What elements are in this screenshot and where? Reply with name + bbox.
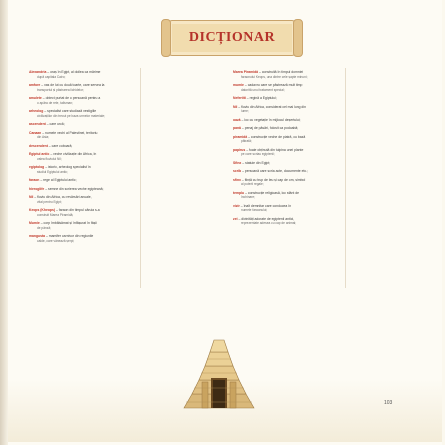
entry-definition-continued: pe care scriau egiptenii; — [241, 152, 275, 156]
entry-definition: – fluviu din Africa, considerat cel mai lung din — [238, 104, 306, 109]
entry-definition-continued: datorită unui tratament special; — [241, 87, 285, 92]
entry-term: mumie — [233, 83, 244, 87]
entry-term: oază — [233, 117, 241, 122]
entry-term: amfore — [29, 83, 41, 87]
dictionary-entry — [233, 204, 341, 213]
entry-term: piramidă — [233, 134, 248, 139]
entry-term: papirus — [233, 147, 246, 152]
dictionary-entry — [233, 161, 341, 166]
dictionary-entry — [29, 109, 137, 118]
entry-definition-continued: o apăra de rele, talisman; — [37, 100, 73, 105]
entry-definition: – construită în timpul domniei — [259, 70, 304, 74]
entry-definition-continued: faraonului Keops, una dintre cele șapte minuni; — [241, 74, 308, 79]
entry-definition: – statuie din Egipt; — [242, 160, 271, 165]
dictionary-entry — [29, 165, 137, 174]
entry-term: Marea Piramidă — [233, 70, 259, 74]
dictionary-entry — [29, 178, 137, 183]
dictionary-entry — [29, 187, 137, 192]
entry-term: hieroglife — [29, 186, 45, 191]
entry-term: amulete — [29, 96, 42, 100]
entry-term: descendent — [29, 143, 48, 148]
entry-term: pană — [233, 126, 241, 130]
dictionary-entry — [29, 144, 137, 149]
dictionary-entry — [29, 152, 137, 161]
entry-term: vizir — [233, 203, 240, 208]
entry-line — [29, 187, 137, 192]
page-number: 103 — [384, 400, 393, 406]
entry-definition-continued: construit Marea Piramidă; — [37, 212, 74, 217]
entry-term: scrib — [233, 169, 242, 173]
entry-definition-continued: vital pentru Egipt; — [37, 199, 62, 204]
entry-term: egiptolog — [29, 165, 45, 169]
entry-definition: – care urcă; — [46, 122, 65, 126]
entry-definition: – persoană care scria acte, documente etc.; — [242, 169, 309, 173]
entry-definition: – veche civilizație din Africa, în — [50, 152, 97, 156]
dictionary-entry — [29, 83, 137, 92]
entry-line — [29, 122, 137, 127]
entry-definition: – specialist care studiază vestigiile — [44, 109, 97, 113]
entry-definition-continued: calde, care vânează șerpi; — [37, 238, 75, 243]
column-divider — [345, 68, 346, 288]
dictionary-entry — [233, 70, 341, 79]
entry-definition-continued: civilizațiilor din trecut pe baza urmelor materiale; — [37, 113, 106, 118]
entry-term: Nil — [233, 104, 238, 109]
entry-definition: – fluviu din Africa, cu revărsări anuale, — [34, 195, 92, 199]
entry-definition: – numele vechi al Palestinei, teritoriu — [42, 130, 98, 135]
dictionary-entry — [29, 96, 137, 105]
dictionary-entry — [233, 217, 341, 226]
entry-line — [233, 161, 341, 166]
dictionary-entry — [233, 178, 341, 187]
entry-definition: – înalt demnitar care conducea în — [240, 203, 292, 208]
entry-term: Mumie — [29, 221, 40, 225]
entry-definition-continued: al puterii regale; — [241, 182, 264, 186]
entry-definition: – cadavru care se păstrează mult timp — [244, 83, 303, 87]
entry-definition: – rege al Egiptului antic; — [40, 178, 77, 182]
dictionary-entry — [29, 122, 137, 127]
dictionary-entry — [29, 221, 137, 230]
entry-line — [233, 126, 341, 131]
entry-term: zei — [233, 216, 238, 221]
entry-definition: – foaie obținută din tulpina unei plante — [246, 147, 304, 152]
entry-term: Keops (Kheops) — [29, 208, 55, 212]
page-title: DICȚIONAR — [188, 30, 276, 45]
entry-definition: – vas de lut cu două toarte, care servea la — [41, 83, 105, 87]
entry-term: sfinx — [233, 177, 241, 182]
entry-definition: – divinități adorate de egiptenii antici, — [238, 216, 295, 221]
dictionary-entry — [29, 131, 137, 140]
entry-definition-continued: pătrată; — [241, 139, 252, 143]
entry-definition: – penaj de păsări, folosit ca podoabă; — [241, 126, 299, 130]
left-column — [29, 70, 137, 247]
entry-definition-continued: reprezentate adesea cu cap de animal; — [241, 221, 297, 225]
entry-term: Sfinx — [233, 160, 242, 165]
entry-definition: – construcție religioasă, loc sfânt de — [245, 190, 299, 195]
dictionary-entry — [233, 148, 341, 157]
right-column — [233, 70, 341, 230]
dictionary-entry — [29, 195, 137, 204]
entry-definition-continued: valea fluviului Nil; — [37, 156, 62, 161]
entry-definition-continued: numele faraonului; — [241, 208, 268, 212]
entry-line — [29, 144, 137, 149]
dictionary-entry — [233, 169, 341, 174]
entry-term: faraon — [29, 178, 40, 182]
entry-definition-continued: din Asia; — [37, 135, 50, 139]
entry-definition-continued: de pânză; — [37, 225, 52, 230]
entry-term: templu — [233, 190, 245, 195]
entry-definition: – faraon din timpul căruia s-a — [55, 208, 100, 212]
pyramid-illustration — [174, 332, 264, 410]
dictionary-entry — [29, 234, 137, 243]
entry-term: Nefertiti — [233, 96, 246, 100]
entry-term: ascendent — [29, 122, 46, 126]
entry-definition: – semne din scrierea veche egipteană; — [45, 186, 104, 191]
entry-definition: – ființă cu trup de leu și cap de om, simbol — [241, 177, 306, 182]
dictionary-entry — [233, 126, 341, 131]
entry-definition: – construcție veche de piatră, cu bază — [248, 134, 306, 139]
entry-term: Nil — [29, 195, 34, 199]
entry-term: arheolog — [29, 109, 44, 113]
entry-line — [233, 118, 341, 123]
dictionary-entry — [233, 105, 341, 114]
dictionary-entry — [233, 135, 341, 144]
entry-definition-continued: transportul și păstrarea lichidelor; — [37, 87, 84, 92]
dictionary-entry — [233, 96, 341, 101]
entry-term: mangusta — [29, 234, 46, 238]
entry-definition: – care coboară; — [48, 143, 73, 148]
entry-definition: – mamifer carnivor din regiunile — [45, 234, 94, 238]
entry-definition-continued: lume; — [241, 109, 249, 113]
entry-line — [233, 169, 341, 174]
entry-term: Alexandria — [29, 70, 47, 74]
title-banner — [168, 20, 296, 56]
dictionary-entry — [233, 118, 341, 123]
entry-term: Canaan — [29, 130, 42, 135]
dictionary-entry — [29, 70, 137, 79]
dictionary-entry — [233, 83, 341, 92]
column-divider — [140, 68, 141, 288]
entry-definition: – obiect purtat de o persoană pentru a — [42, 96, 101, 100]
entry-definition: – corp îmbălsămat și înfășurat în fâșii — [40, 221, 97, 225]
entry-line — [233, 96, 341, 101]
entry-definition-continued: închinare; — [241, 195, 255, 199]
dictionary-entry — [29, 208, 137, 217]
entry-definition: – loc cu vegetație în mijlocul deșertului; — [241, 117, 301, 122]
entry-definition: – oraș în Egipt, al doilea ca mărime — [47, 70, 101, 74]
entry-line — [29, 178, 137, 183]
entry-term: Egiptul antic — [29, 152, 50, 156]
dictionary-entry — [233, 191, 341, 200]
entry-definition-continued: studiul Egiptului antic; — [37, 169, 68, 174]
entry-definition-continued: după capitala Cairo; — [37, 74, 66, 79]
entry-definition: – istoric, arheolog specialist în — [45, 165, 91, 169]
entry-definition: – regină a Egiptului; — [246, 96, 277, 100]
